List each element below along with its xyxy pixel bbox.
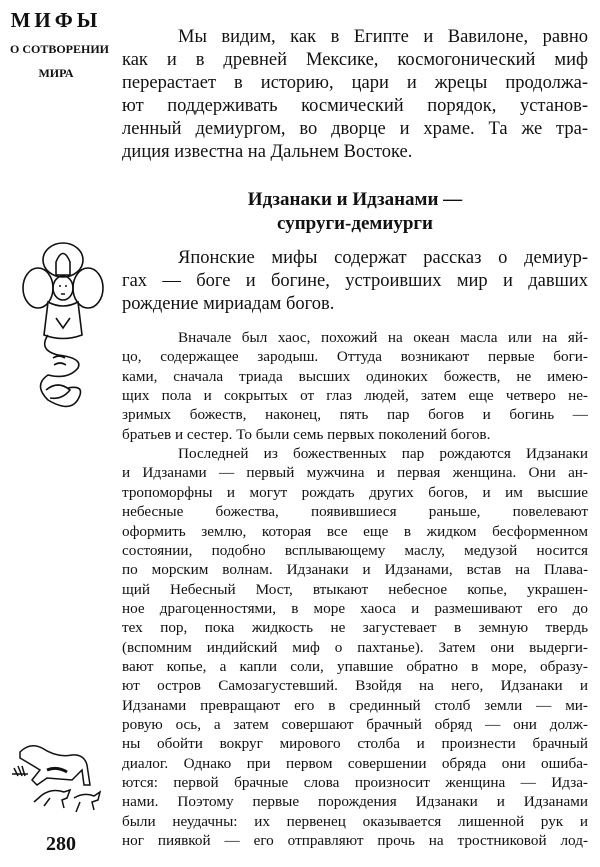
text-line: Вначале был хаос, похожий на океан масла или на яй- <box>178 329 588 346</box>
animals-illustration <box>12 740 107 820</box>
text-line: гах — боге и богине, устроивших мир и давших <box>122 271 588 291</box>
text-line: как и в древней Мексике, космогонический миф <box>122 50 588 70</box>
text-line: Японские мифы содержат рассказ о демиур- <box>178 248 588 268</box>
text-line: ются: первой брачные слова произносит женщина — Идза- <box>122 774 588 791</box>
text-line: цо, содержащее зародыш. Оттуда возникают первые боги- <box>122 348 588 365</box>
text-line: были неудачны: их первенец оказывается лишенной рук и <box>122 813 588 830</box>
text-line: ны обойти вокруг мирового столба и произнести брачный <box>122 735 588 752</box>
text-line: вают копье, а капли соли, упавшие обратно в море, образу- <box>122 658 588 675</box>
text-line: нами. Поэтому первые порождения Идзанаки и Идзанами <box>122 793 588 810</box>
text-line: братьев и сестер. То были семь первых поколений богов. <box>122 426 491 443</box>
text-line: диалог. Однако при первом совершении обряда они ошиба- <box>122 755 588 772</box>
text-line: ками, сначала триада высших одиноких божеств, не имею- <box>122 368 588 385</box>
text-line: тех пор, пока жидкость не загустевает в земную твердь <box>122 619 588 636</box>
text-line: рождение мириадам богов. <box>122 294 335 314</box>
text-line: диция известна на Дальнем Востоке. <box>122 142 413 162</box>
running-head-subtitle-2: МИРА <box>38 66 74 80</box>
text-line: Идзанами превращают его в срединный столб земли — ми- <box>122 697 588 714</box>
text-line: щих пола и сокрытых от глаз людей, затем еще четверо не- <box>122 387 588 404</box>
text-line: ног пиявкой — его отправляют прочь на тростниковой лод- <box>122 832 588 849</box>
text-line: состоянии, подобно всплывающему маслу, медузой носится <box>122 542 588 559</box>
page-number: 280 <box>46 833 76 855</box>
text-line: щий Небесный Мост, втыкают небесное копье, украшен- <box>122 581 588 598</box>
text-line: ленный демиургом, во дворце и храме. Та же тра- <box>122 119 588 139</box>
text-line: (вспомним индийский миф о пахтанье). Затем они выдерги- <box>122 639 588 656</box>
text-line: тропоморфны и могут рождать других богов, и им высшие <box>122 484 588 501</box>
text-line: ное драгоценностями, в море хаоса и размешивают его до <box>122 600 588 617</box>
text-line: ровую ось, а затем совершают брачный обряд — они долж- <box>122 716 588 733</box>
text-line: зримых божеств, наконец, пять пар богов и богинь — <box>122 406 588 423</box>
section-heading-line-1: Идзанаки и Идзанами — <box>247 189 463 210</box>
section-heading-line-2: супруги-демиурги <box>277 213 433 234</box>
deity-illustration <box>18 240 108 430</box>
running-head-subtitle: О СОТВОРЕНИИ <box>10 42 110 56</box>
text-line: перерастает в историю, цари и жрецы продолжа- <box>122 73 588 93</box>
text-line: ют остров Самозагустевший. Взойдя на него, Идзанаки и <box>122 677 588 694</box>
text-line: небесные божества, появившиеся раньше, повелевают <box>122 503 588 520</box>
text-line: Последней из божественных пар рождаются Идзанаки <box>178 445 588 462</box>
text-line: оформить землю, которая все еще в жидком бесформенном <box>122 523 588 540</box>
text-line: ют поддерживать космический порядок, установ- <box>122 96 588 116</box>
text-line: Мы видим, как в Египте и Вавилоне, равно <box>178 27 588 47</box>
running-head-title: МИФЫ <box>10 8 102 32</box>
text-line: по морским волнам. Идзанаки и Идзанами, встав на Плава- <box>122 561 588 578</box>
text-line: и Идзанами — первый мужчина и первая женщина. Они ан- <box>122 464 588 481</box>
